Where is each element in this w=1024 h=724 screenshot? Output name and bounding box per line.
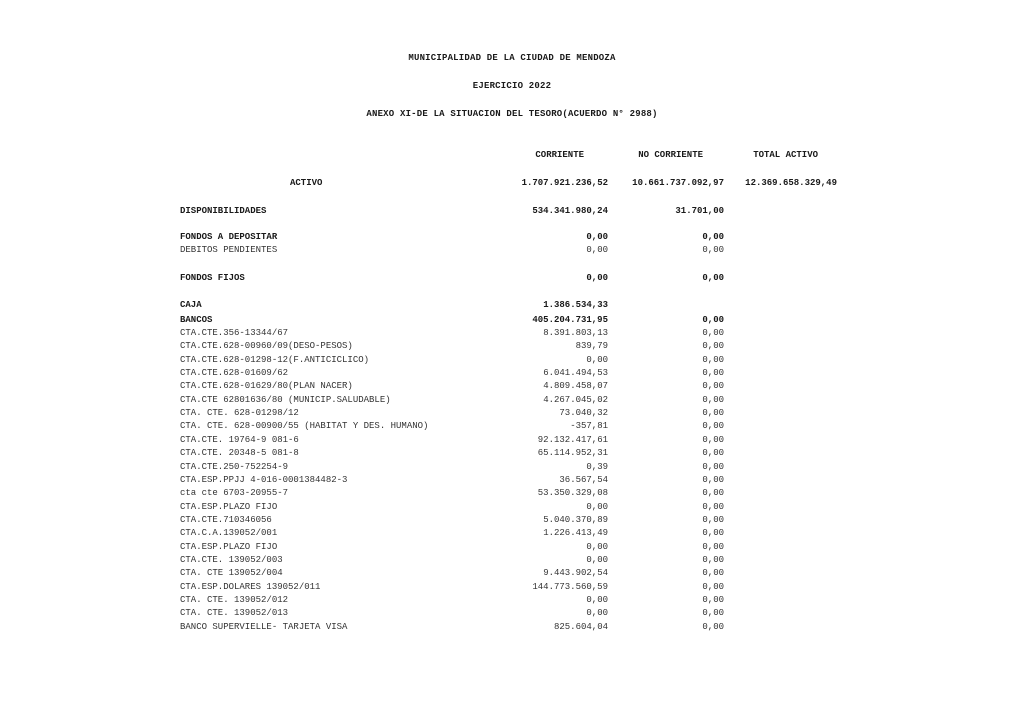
account-corriente: 5.040.370,89 — [543, 514, 608, 525]
fondos-depositar-row — [0, 231, 1024, 244]
account-no-corriente: 0,00 — [702, 581, 724, 592]
account-label: CTA.CTE.628-01629/80(PLAN NACER) — [180, 381, 353, 392]
account-row — [0, 501, 1024, 514]
account-label: CTA.CTE.628-01298-12(F.ANTICICLICO) — [180, 354, 370, 365]
account-row — [0, 514, 1024, 527]
account-no-corriente: 0,00 — [702, 461, 724, 472]
caja-row — [0, 299, 1024, 312]
account-corriente: 839,79 — [575, 341, 608, 352]
account-no-corriente: 0,00 — [702, 381, 724, 392]
account-label: CTA.CTE.250-752254-9 — [180, 461, 289, 472]
account-corriente: 6.041.494,53 — [543, 368, 608, 379]
account-corriente: 4.809.458,07 — [543, 381, 608, 392]
account-corriente: 144.773.560,59 — [532, 581, 608, 592]
fondos-fijos-row — [0, 272, 1024, 285]
account-label: CTA.ESP.PPJJ 4-016-0001384482-3 — [180, 474, 348, 485]
activo-no-corriente: 10.661.737.092,97 — [632, 178, 724, 188]
account-label: CTA. CTE. 139052/013 — [180, 608, 289, 619]
account-label: BANCO SUPERVIELLE- TARJETA VISA — [180, 621, 348, 632]
account-row — [0, 340, 1024, 353]
account-label: CTA. CTE. 628-00900/55 (HABITAT Y DES. HUMANO) — [180, 421, 429, 432]
account-row — [0, 327, 1024, 340]
bancos-corriente: 405.204.731,95 — [532, 315, 608, 325]
account-label: CTA.ESP.PLAZO FIJO — [180, 501, 278, 512]
account-label: CTA.CTE. 19764-9 081-6 — [180, 434, 299, 445]
account-label: CTA.CTE 62801636/80 (MUNICIP.SALUDABLE) — [180, 394, 391, 405]
account-no-corriente: 0,00 — [702, 528, 724, 539]
account-corriente: 825.604,04 — [553, 621, 608, 632]
caja-corriente: 1.386.534,33 — [543, 300, 608, 310]
account-row — [0, 407, 1024, 420]
account-label: CTA.C.A.139052/001 — [180, 528, 278, 539]
account-label: CTA.ESP.DOLARES 139052/011 — [180, 581, 321, 592]
annex-title: ANEXO XI-DE LA SITUACION DEL TESORO(ACUERDO N° 2988) — [366, 109, 658, 119]
account-no-corriente: 0,00 — [702, 448, 724, 459]
account-no-corriente: 0,00 — [702, 514, 724, 525]
account-row — [0, 447, 1024, 460]
account-no-corriente: 0,00 — [702, 608, 724, 619]
account-corriente: 0,00 — [586, 555, 608, 565]
account-corriente: -357,81 — [570, 421, 608, 432]
account-row — [0, 420, 1024, 433]
account-row — [0, 581, 1024, 594]
account-row — [0, 527, 1024, 540]
account-no-corriente: 0,00 — [702, 408, 724, 419]
bancos-label: BANCOS — [180, 315, 213, 325]
account-row — [0, 541, 1024, 554]
account-corriente: 73.040,32 — [559, 408, 608, 419]
disponibilidades-corriente: 534.341.980,24 — [532, 206, 608, 216]
activo-row — [0, 177, 1024, 190]
account-label: CTA. CTE 139052/004 — [180, 568, 283, 579]
account-row — [0, 394, 1024, 407]
account-no-corriente: 0,00 — [702, 474, 724, 485]
account-corriente: 0,00 — [586, 354, 608, 365]
account-row — [0, 621, 1024, 634]
account-corriente: 36.567,54 — [559, 474, 608, 485]
account-row — [0, 567, 1024, 580]
account-no-corriente: 0,00 — [702, 368, 724, 379]
account-label: CTA.CTE.356-13344/67 — [180, 328, 289, 338]
document-title: MUNICIPALIDAD DE LA CIUDAD DE MENDOZA — [408, 53, 616, 63]
account-row — [0, 354, 1024, 367]
account-row — [0, 607, 1024, 620]
account-no-corriente: 0,00 — [702, 541, 724, 552]
bancos-no-corriente: 0,00 — [702, 315, 724, 325]
account-no-corriente: 0,00 — [702, 341, 724, 352]
account-corriente: 65.114.952,31 — [537, 448, 608, 459]
account-row — [0, 554, 1024, 567]
account-no-corriente: 0,00 — [702, 488, 724, 499]
bancos-row — [0, 314, 1024, 327]
account-row — [0, 461, 1024, 474]
account-label: CTA.CTE.628-01609/62 — [180, 368, 289, 379]
account-corriente: 92.132.417,61 — [537, 434, 608, 445]
activo-total: 12.369.658.329,49 — [745, 178, 837, 188]
account-corriente: 8.391.803,13 — [543, 328, 608, 338]
account-corriente: 4.267.045,02 — [543, 394, 608, 405]
fondos-depositar-no-corriente: 0,00 — [702, 232, 724, 242]
account-no-corriente: 0,00 — [702, 595, 724, 605]
account-no-corriente: 0,00 — [702, 354, 724, 365]
disponibilidades-label: DISPONIBILIDADES — [180, 206, 267, 216]
account-row — [0, 367, 1024, 380]
debitos-pendientes-no-corriente: 0,00 — [702, 245, 724, 255]
account-label: cta cte 6703-20955-7 — [180, 488, 289, 499]
account-no-corriente: 0,00 — [702, 434, 724, 445]
account-label: CTA.CTE. 139052/003 — [180, 555, 283, 565]
exercise-year: EJERCICIO 2022 — [472, 81, 552, 91]
fondos-depositar-label: FONDOS A DEPOSITAR — [180, 232, 278, 242]
account-corriente: 0,00 — [586, 608, 608, 619]
account-row — [0, 487, 1024, 500]
account-corriente: 0,39 — [586, 461, 608, 472]
account-label: CTA. CTE. 139052/012 — [180, 595, 289, 605]
activo-corriente: 1.707.921.236,52 — [521, 178, 608, 188]
account-no-corriente: 0,00 — [702, 328, 724, 338]
account-label: CTA.CTE. 20348-5 081-8 — [180, 448, 299, 459]
account-label: CTA.ESP.PLAZO FIJO — [180, 541, 278, 552]
account-row — [0, 380, 1024, 393]
account-label: CTA.CTE.710346056 — [180, 514, 272, 525]
debitos-pendientes-corriente: 0,00 — [586, 245, 608, 255]
account-corriente: 53.350.329,08 — [537, 488, 608, 499]
disponibilidades-no-corriente: 31.701,00 — [675, 206, 724, 216]
debitos-pendientes-row — [0, 244, 1024, 257]
account-no-corriente: 0,00 — [702, 621, 724, 632]
column-header-total: TOTAL ACTIVO — [753, 150, 818, 160]
account-no-corriente: 0,00 — [702, 568, 724, 579]
fondos-fijos-corriente: 0,00 — [586, 273, 608, 283]
account-corriente: 0,00 — [586, 541, 608, 552]
fondos-fijos-no-corriente: 0,00 — [702, 273, 724, 283]
account-no-corriente: 0,00 — [702, 501, 724, 512]
fondos-depositar-corriente: 0,00 — [586, 232, 608, 242]
debitos-pendientes-label: DEBITOS PENDIENTES — [180, 245, 278, 255]
fondos-fijos-label: FONDOS FIJOS — [180, 273, 245, 283]
account-row — [0, 434, 1024, 447]
account-label: CTA. CTE. 628-01298/12 — [180, 408, 299, 419]
column-header-no-corriente: NO CORRIENTE — [638, 150, 703, 160]
account-row — [0, 594, 1024, 607]
disponibilidades-row — [0, 205, 1024, 218]
account-no-corriente: 0,00 — [702, 555, 724, 565]
account-corriente: 9.443.902,54 — [543, 568, 608, 579]
account-corriente: 0,00 — [586, 595, 608, 605]
account-corriente: 1.226.413,49 — [543, 528, 608, 539]
activo-label: ACTIVO — [290, 178, 323, 188]
column-header-corriente: CORRIENTE — [535, 150, 584, 160]
account-row — [0, 474, 1024, 487]
account-label: CTA.CTE.628-00960/09(DESO-PESOS) — [180, 341, 353, 352]
account-corriente: 0,00 — [586, 501, 608, 512]
account-no-corriente: 0,00 — [702, 421, 724, 432]
account-no-corriente: 0,00 — [702, 394, 724, 405]
caja-label: CAJA — [180, 300, 202, 310]
